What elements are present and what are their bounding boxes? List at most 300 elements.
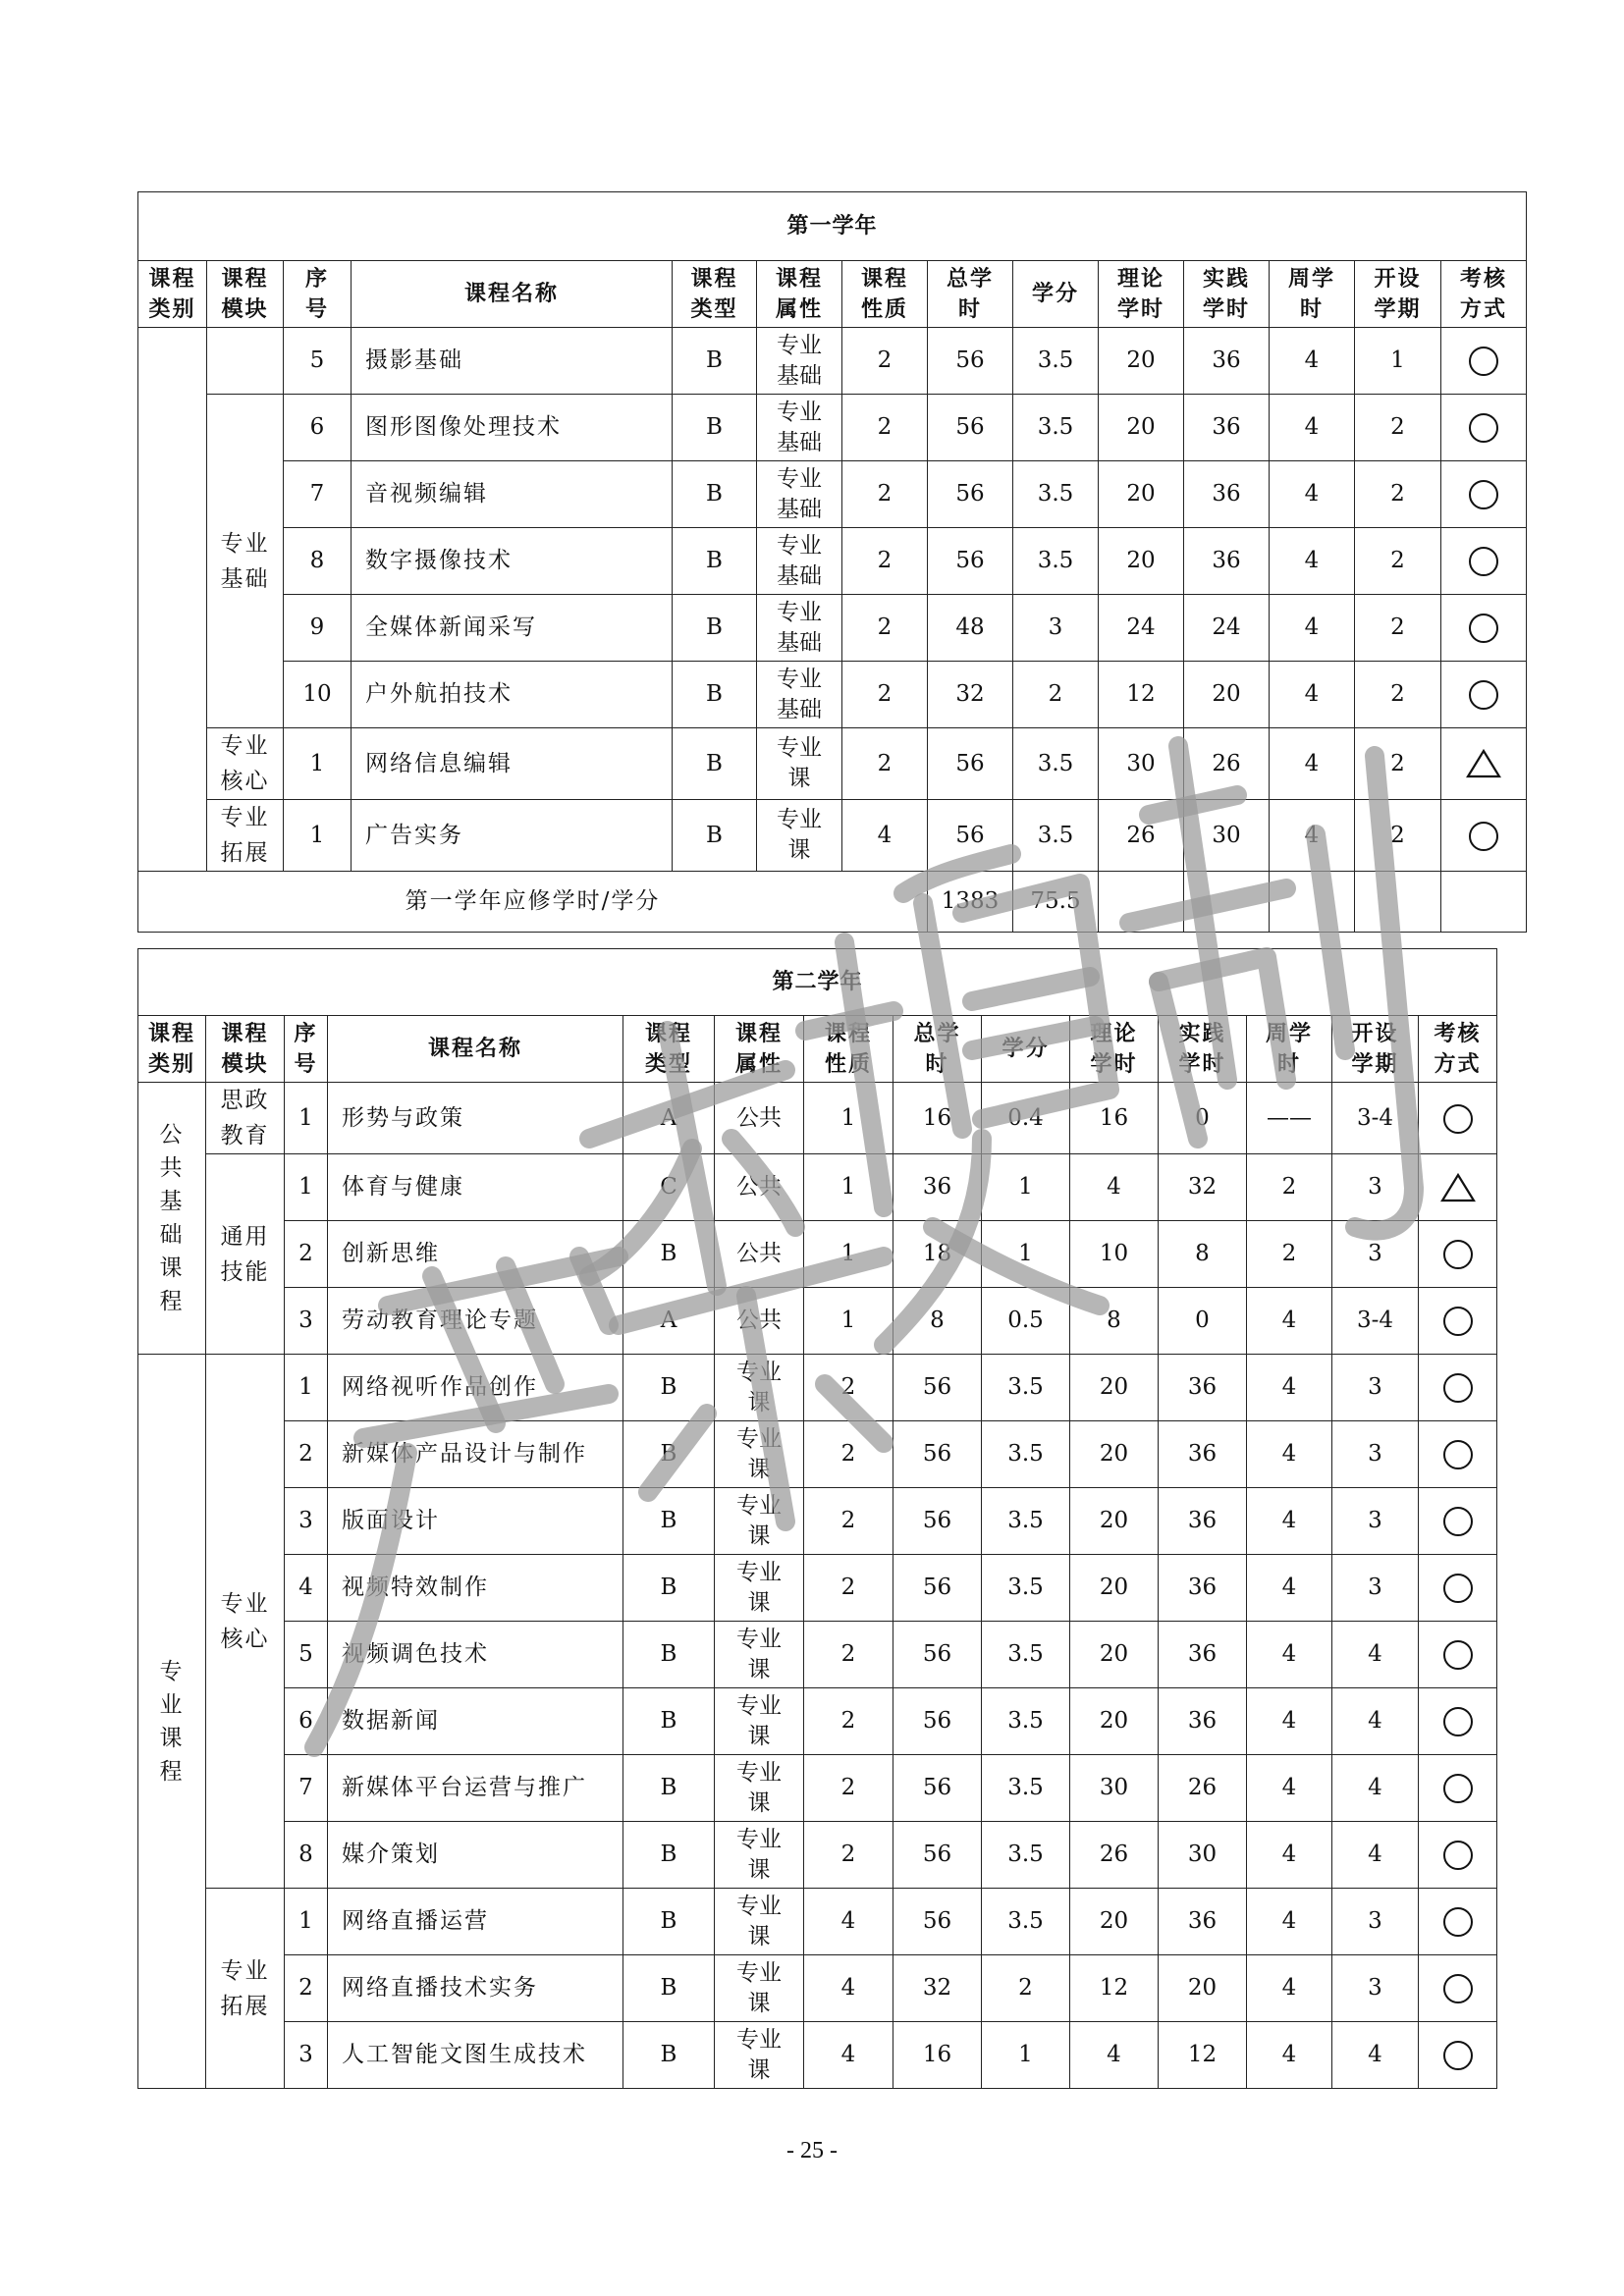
credits: 3.5 xyxy=(982,1755,1070,1822)
exam-method-cell xyxy=(1419,1154,1497,1221)
practice-hours: 26 xyxy=(1159,1755,1247,1822)
term: 3 xyxy=(1332,1154,1419,1221)
course-type: B xyxy=(623,1955,715,2022)
credits: 3.5 xyxy=(982,1488,1070,1555)
course-nature: 2 xyxy=(842,662,928,728)
credits: 2 xyxy=(982,1955,1070,2022)
total-hours: 16 xyxy=(893,1083,982,1154)
course-name: 户外航拍技术 xyxy=(352,662,673,728)
credits: 3.5 xyxy=(1013,461,1099,528)
exam-method-cell xyxy=(1441,800,1527,872)
term: 3 xyxy=(1332,1889,1419,1955)
table-row xyxy=(138,1822,1497,1889)
theory-hours: 20 xyxy=(1099,328,1184,395)
course-nature: 2 xyxy=(804,1755,893,1822)
weekly-hours: 2 xyxy=(1247,1221,1332,1288)
course-name: 媒介策划 xyxy=(328,1822,623,1889)
term: 1 xyxy=(1355,328,1441,395)
empty-cell xyxy=(1441,872,1527,933)
row-number: 5 xyxy=(284,328,352,395)
credits: 0.4 xyxy=(982,1083,1070,1154)
term: 4 xyxy=(1332,2022,1419,2089)
course-attr: 专业 课 xyxy=(757,800,842,872)
credits: 3.5 xyxy=(982,1688,1070,1755)
circle-icon xyxy=(1443,1907,1473,1937)
total-hours: 36 xyxy=(893,1154,982,1221)
course-type: B xyxy=(623,1355,715,1421)
header-course-attr: 课程 属性 xyxy=(757,261,842,328)
course-nature: 4 xyxy=(804,2022,893,2089)
theory-hours: 20 xyxy=(1099,528,1184,595)
theory-hours: 8 xyxy=(1070,1288,1159,1355)
total-hours: 56 xyxy=(893,1555,982,1622)
course-name: 广告实务 xyxy=(352,800,673,872)
table-row xyxy=(138,595,1527,662)
module-professional-extension: 专业 拓展 xyxy=(206,1889,285,2089)
course-nature: 1 xyxy=(804,1083,893,1154)
exam-method-cell xyxy=(1419,1421,1497,1488)
table-row xyxy=(138,800,1527,872)
term: 3-4 xyxy=(1332,1083,1419,1154)
course-type: A xyxy=(623,1083,715,1154)
table-row xyxy=(138,1622,1497,1688)
exam-method-cell xyxy=(1441,728,1527,800)
course-nature: 2 xyxy=(842,728,928,800)
exam-method-cell xyxy=(1419,1889,1497,1955)
table-row xyxy=(138,1355,1497,1421)
term: 4 xyxy=(1332,1622,1419,1688)
course-attr: 专业 课 xyxy=(715,1355,804,1421)
course-nature: 2 xyxy=(804,1555,893,1622)
header-theory-hours: 理论 学时 xyxy=(1099,261,1184,328)
course-name: 版面设计 xyxy=(328,1488,623,1555)
course-type: B xyxy=(673,461,757,528)
credits: 3.5 xyxy=(1013,328,1099,395)
module-general-skills: 通用 技能 xyxy=(206,1154,285,1355)
credits: 0.5 xyxy=(982,1288,1070,1355)
exam-method-cell xyxy=(1419,1355,1497,1421)
course-nature: 2 xyxy=(804,1622,893,1688)
course-type: B xyxy=(623,1221,715,1288)
term: 2 xyxy=(1355,528,1441,595)
circle-icon xyxy=(1443,1240,1473,1269)
course-type: B xyxy=(623,1889,715,1955)
credits: 3.5 xyxy=(982,1421,1070,1488)
course-nature: 2 xyxy=(804,1822,893,1889)
total-hours: 56 xyxy=(893,1488,982,1555)
total-hours: 56 xyxy=(893,1688,982,1755)
row-number: 1 xyxy=(285,1889,328,1955)
table-row xyxy=(138,1889,1497,1955)
year1-table xyxy=(137,191,1527,933)
course-attr: 专业 课 xyxy=(715,1622,804,1688)
practice-hours: 36 xyxy=(1159,1889,1247,1955)
header-category: 课程 类别 xyxy=(138,261,207,328)
circle-icon xyxy=(1443,1574,1473,1603)
circle-icon xyxy=(1469,680,1498,710)
header-weekly-hours: 周学 时 xyxy=(1247,1016,1332,1083)
circle-icon xyxy=(1443,1507,1473,1536)
table-row xyxy=(138,1555,1497,1622)
row-number: 9 xyxy=(284,595,352,662)
circle-icon xyxy=(1443,1440,1473,1469)
practice-hours: 20 xyxy=(1159,1955,1247,2022)
header-practice-hours: 实践 学时 xyxy=(1184,261,1270,328)
credits: 3.5 xyxy=(982,1889,1070,1955)
table-row xyxy=(138,1288,1497,1355)
course-attr: 公共 xyxy=(715,1221,804,1288)
exam-method-cell xyxy=(1441,528,1527,595)
course-attr: 专业 课 xyxy=(715,1755,804,1822)
course-nature: 4 xyxy=(804,1955,893,2022)
exam-method-cell xyxy=(1419,1955,1497,2022)
credits: 3.5 xyxy=(1013,395,1099,461)
total-hours: 48 xyxy=(928,595,1013,662)
header-credits: 学分 xyxy=(1013,261,1099,328)
course-name: 视频调色技术 xyxy=(328,1622,623,1688)
course-name: 网络视听作品创作 xyxy=(328,1355,623,1421)
header-module: 课程 模块 xyxy=(207,261,284,328)
header-theory-hours: 理论 学时 xyxy=(1070,1016,1159,1083)
table-row xyxy=(138,728,1527,800)
term: 2 xyxy=(1355,728,1441,800)
practice-hours: 36 xyxy=(1159,1622,1247,1688)
triangle-icon xyxy=(1466,748,1501,779)
summary-row xyxy=(138,872,1527,933)
course-attr: 专业 基础 xyxy=(757,461,842,528)
row-number: 7 xyxy=(284,461,352,528)
weekly-hours: 4 xyxy=(1247,1355,1332,1421)
category-major-courses: 专 业 课 程 xyxy=(138,1355,206,2089)
circle-icon xyxy=(1469,413,1498,443)
exam-method-cell xyxy=(1419,1083,1497,1154)
course-type: B xyxy=(623,1688,715,1755)
course-attr: 专业 基础 xyxy=(757,595,842,662)
term: 3 xyxy=(1332,1955,1419,2022)
circle-icon xyxy=(1469,614,1498,643)
header-module: 课程 模块 xyxy=(206,1016,285,1083)
course-name: 视频特效制作 xyxy=(328,1555,623,1622)
theory-hours: 20 xyxy=(1070,1421,1159,1488)
exam-method-cell xyxy=(1419,1221,1497,1288)
weekly-hours: 4 xyxy=(1270,395,1355,461)
course-type: B xyxy=(673,800,757,872)
header-total-hours: 总学 时 xyxy=(893,1016,982,1083)
credits: 3 xyxy=(1013,595,1099,662)
circle-icon xyxy=(1469,347,1498,376)
practice-hours: 0 xyxy=(1159,1288,1247,1355)
course-nature: 4 xyxy=(804,1889,893,1955)
header-course-type: 课程 类型 xyxy=(623,1016,715,1083)
course-nature: 2 xyxy=(842,595,928,662)
course-type: B xyxy=(623,1421,715,1488)
course-attr: 公共 xyxy=(715,1288,804,1355)
theory-hours: 30 xyxy=(1070,1755,1159,1822)
header-exam-method: 考核 方式 xyxy=(1441,261,1527,328)
row-number: 2 xyxy=(285,1221,328,1288)
credits: 3.5 xyxy=(982,1355,1070,1421)
circle-icon xyxy=(1443,2041,1473,2070)
practice-hours: 36 xyxy=(1159,1555,1247,1622)
course-type: B xyxy=(623,2022,715,2089)
table-row xyxy=(138,395,1527,461)
total-hours: 56 xyxy=(928,461,1013,528)
total-hours: 56 xyxy=(893,1622,982,1688)
page-number: - 25 - xyxy=(786,2138,838,2163)
term: 3 xyxy=(1332,1355,1419,1421)
weekly-hours: 4 xyxy=(1270,328,1355,395)
year2-title: 第二学年 xyxy=(138,949,1497,1016)
row-number: 10 xyxy=(284,662,352,728)
total-hours: 56 xyxy=(928,328,1013,395)
term: 3 xyxy=(1332,1421,1419,1488)
credits: 3.5 xyxy=(1013,528,1099,595)
course-nature: 2 xyxy=(804,1355,893,1421)
total-hours: 16 xyxy=(893,2022,982,2089)
term: 2 xyxy=(1355,800,1441,872)
course-attr: 专业 课 xyxy=(757,728,842,800)
course-type: B xyxy=(673,328,757,395)
practice-hours: 8 xyxy=(1159,1221,1247,1288)
exam-method-cell xyxy=(1419,1288,1497,1355)
course-nature: 2 xyxy=(842,328,928,395)
module-professional-basics: 专业 基础 xyxy=(207,395,284,728)
header-course-name: 课程名称 xyxy=(328,1016,623,1083)
term: 2 xyxy=(1355,395,1441,461)
course-attr: 专业 课 xyxy=(715,1421,804,1488)
weekly-hours: 4 xyxy=(1247,1555,1332,1622)
exam-method-cell xyxy=(1419,1555,1497,1622)
table-row xyxy=(138,1083,1497,1154)
course-name: 新媒体产品设计与制作 xyxy=(328,1421,623,1488)
table-row xyxy=(138,1221,1497,1288)
total-hours: 56 xyxy=(893,1421,982,1488)
course-type: B xyxy=(673,662,757,728)
table-row xyxy=(138,1488,1497,1555)
weekly-hours: 4 xyxy=(1270,528,1355,595)
course-nature: 2 xyxy=(804,1488,893,1555)
course-name: 人工智能文图生成技术 xyxy=(328,2022,623,2089)
header-course-attr: 课程 属性 xyxy=(715,1016,804,1083)
course-name: 图形图像处理技术 xyxy=(352,395,673,461)
course-attr: 专业 课 xyxy=(715,1955,804,2022)
total-hours: 56 xyxy=(928,395,1013,461)
header-weekly-hours: 周学 时 xyxy=(1270,261,1355,328)
header-course-nature: 课程 性质 xyxy=(804,1016,893,1083)
practice-hours: 30 xyxy=(1184,800,1270,872)
course-type: B xyxy=(623,1622,715,1688)
summary-hours: 1383 xyxy=(928,872,1013,933)
course-type: B xyxy=(623,1755,715,1822)
summary-credits: 75.5 xyxy=(1013,872,1099,933)
circle-icon xyxy=(1443,1640,1473,1670)
practice-hours: 36 xyxy=(1184,528,1270,595)
row-number: 8 xyxy=(285,1822,328,1889)
practice-hours: 32 xyxy=(1159,1154,1247,1221)
weekly-hours: 2 xyxy=(1247,1154,1332,1221)
course-attr: 专业 课 xyxy=(715,1488,804,1555)
term: 2 xyxy=(1355,595,1441,662)
row-number: 1 xyxy=(285,1083,328,1154)
weekly-hours: 4 xyxy=(1270,595,1355,662)
total-hours: 56 xyxy=(893,1355,982,1421)
theory-hours: 26 xyxy=(1099,800,1184,872)
theory-hours: 12 xyxy=(1099,662,1184,728)
exam-method-cell xyxy=(1441,595,1527,662)
weekly-hours: 4 xyxy=(1247,1889,1332,1955)
row-number: 5 xyxy=(285,1622,328,1688)
term: 2 xyxy=(1355,461,1441,528)
weekly-hours: —— xyxy=(1247,1083,1332,1154)
row-number: 3 xyxy=(285,1288,328,1355)
exam-method-cell xyxy=(1441,662,1527,728)
header-course-name: 课程名称 xyxy=(352,261,673,328)
header-number: 序 号 xyxy=(284,261,352,328)
course-name: 网络信息编辑 xyxy=(352,728,673,800)
module-cell xyxy=(207,328,284,395)
total-hours: 56 xyxy=(928,728,1013,800)
circle-icon xyxy=(1469,480,1498,509)
weekly-hours: 4 xyxy=(1270,728,1355,800)
header-total-hours: 总学 时 xyxy=(928,261,1013,328)
course-type: B xyxy=(673,395,757,461)
circle-icon xyxy=(1469,822,1498,851)
exam-method-cell xyxy=(1419,1622,1497,1688)
year2-header-row xyxy=(138,1016,1497,1083)
header-term: 开设 学期 xyxy=(1355,261,1441,328)
course-name: 劳动教育理论专题 xyxy=(328,1288,623,1355)
row-number: 2 xyxy=(285,1421,328,1488)
practice-hours: 36 xyxy=(1159,1355,1247,1421)
summary-label: 第一学年应修学时/学分 xyxy=(138,872,928,933)
course-attr: 公共 xyxy=(715,1154,804,1221)
theory-hours: 4 xyxy=(1070,2022,1159,2089)
exam-method-cell xyxy=(1441,328,1527,395)
weekly-hours: 4 xyxy=(1270,662,1355,728)
total-hours: 56 xyxy=(893,1822,982,1889)
theory-hours: 4 xyxy=(1070,1154,1159,1221)
practice-hours: 36 xyxy=(1159,1488,1247,1555)
course-type: B xyxy=(623,1822,715,1889)
total-hours: 56 xyxy=(928,528,1013,595)
course-attr: 专业 课 xyxy=(715,1555,804,1622)
course-nature: 4 xyxy=(842,800,928,872)
course-type: B xyxy=(673,528,757,595)
module-professional-core: 专业 核心 xyxy=(207,728,284,800)
total-hours: 32 xyxy=(893,1955,982,2022)
theory-hours: 20 xyxy=(1070,1622,1159,1688)
course-attr: 专业 课 xyxy=(715,2022,804,2089)
practice-hours: 0 xyxy=(1159,1083,1247,1154)
exam-method-cell xyxy=(1419,2022,1497,2089)
weekly-hours: 4 xyxy=(1247,2022,1332,2089)
course-name: 数字摄像技术 xyxy=(352,528,673,595)
header-term: 开设 学期 xyxy=(1332,1016,1419,1083)
credits: 3.5 xyxy=(1013,800,1099,872)
course-attr: 专业 课 xyxy=(715,1822,804,1889)
category-cell xyxy=(138,328,207,872)
circle-icon xyxy=(1443,1373,1473,1403)
circle-icon xyxy=(1443,1104,1473,1134)
course-type: B xyxy=(623,1488,715,1555)
exam-method-cell xyxy=(1441,395,1527,461)
weekly-hours: 4 xyxy=(1270,800,1355,872)
total-hours: 56 xyxy=(928,800,1013,872)
table-row xyxy=(138,662,1527,728)
header-number: 序 号 xyxy=(285,1016,328,1083)
weekly-hours: 4 xyxy=(1247,1755,1332,1822)
course-nature: 1 xyxy=(804,1221,893,1288)
practice-hours: 20 xyxy=(1184,662,1270,728)
term: 4 xyxy=(1332,1822,1419,1889)
year1-title: 第一学年 xyxy=(138,192,1527,261)
theory-hours: 24 xyxy=(1099,595,1184,662)
circle-icon xyxy=(1443,1774,1473,1803)
row-number: 1 xyxy=(284,728,352,800)
weekly-hours: 4 xyxy=(1247,1288,1332,1355)
row-number: 6 xyxy=(284,395,352,461)
course-name: 网络直播技术实务 xyxy=(328,1955,623,2022)
total-hours: 8 xyxy=(893,1288,982,1355)
theory-hours: 20 xyxy=(1070,1355,1159,1421)
row-number: 2 xyxy=(285,1955,328,2022)
weekly-hours: 4 xyxy=(1247,1822,1332,1889)
empty-cell xyxy=(1355,872,1441,933)
credits: 1 xyxy=(982,2022,1070,2089)
header-course-type: 课程 类型 xyxy=(673,261,757,328)
table-row xyxy=(138,1154,1497,1221)
row-number: 4 xyxy=(285,1555,328,1622)
header-course-nature: 课程 性质 xyxy=(842,261,928,328)
module-professional-extension: 专业 拓展 xyxy=(207,800,284,872)
course-nature: 2 xyxy=(804,1421,893,1488)
table-row xyxy=(138,1421,1497,1488)
row-number: 8 xyxy=(284,528,352,595)
theory-hours: 20 xyxy=(1099,461,1184,528)
weekly-hours: 4 xyxy=(1247,1421,1332,1488)
course-attr: 专业 基础 xyxy=(757,528,842,595)
course-attr: 专业 基础 xyxy=(757,328,842,395)
circle-icon xyxy=(1443,1307,1473,1336)
course-attr: 公共 xyxy=(715,1083,804,1154)
theory-hours: 20 xyxy=(1070,1889,1159,1955)
table-row xyxy=(138,461,1527,528)
table-row xyxy=(138,1955,1497,2022)
row-number: 3 xyxy=(285,1488,328,1555)
empty-cell xyxy=(1099,872,1184,933)
row-number: 6 xyxy=(285,1688,328,1755)
course-type: B xyxy=(673,728,757,800)
term: 4 xyxy=(1332,1755,1419,1822)
practice-hours: 12 xyxy=(1159,2022,1247,2089)
practice-hours: 26 xyxy=(1184,728,1270,800)
header-credits: 学分 xyxy=(982,1016,1070,1083)
empty-cell xyxy=(1184,872,1270,933)
header-exam-method: 考核 方式 xyxy=(1419,1016,1497,1083)
theory-hours: 30 xyxy=(1099,728,1184,800)
theory-hours: 20 xyxy=(1070,1688,1159,1755)
theory-hours: 20 xyxy=(1070,1555,1159,1622)
course-name: 新媒体平台运营与推广 xyxy=(328,1755,623,1822)
course-name: 全媒体新闻采写 xyxy=(352,595,673,662)
course-nature: 1 xyxy=(804,1154,893,1221)
course-name: 数据新闻 xyxy=(328,1688,623,1755)
table-row xyxy=(138,528,1527,595)
course-name: 体育与健康 xyxy=(328,1154,623,1221)
empty-cell xyxy=(1270,872,1355,933)
course-attr: 专业 课 xyxy=(715,1889,804,1955)
year2-table xyxy=(137,948,1497,2089)
